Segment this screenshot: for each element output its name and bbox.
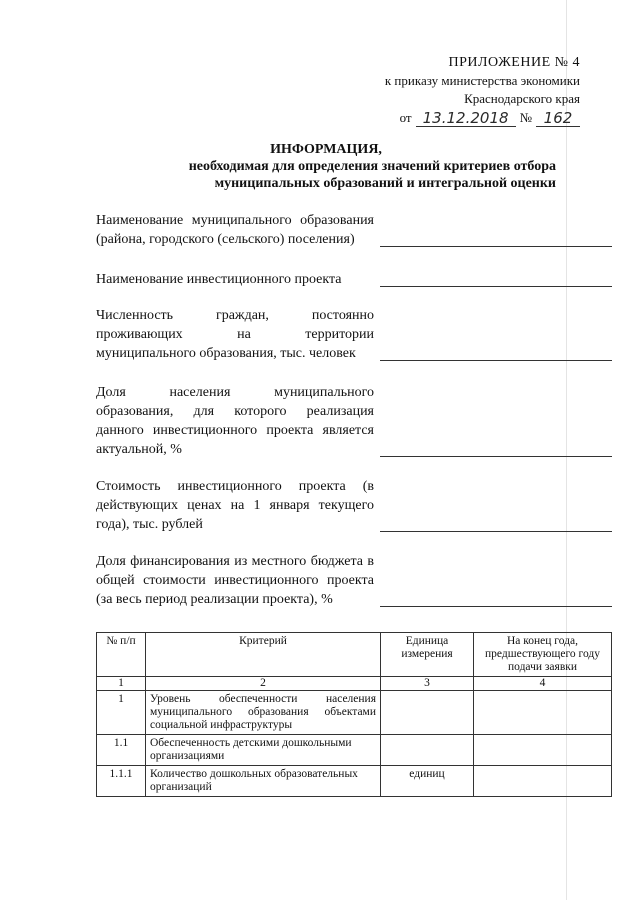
- table-row: [97, 691, 612, 735]
- table-row: [97, 766, 612, 797]
- appendix-region-line: Краснодарского края: [464, 91, 580, 106]
- header-unit: Единица измерения: [381, 633, 474, 677]
- row-criterion: Обеспеченность детскими дошкольными организациями: [146, 735, 381, 766]
- field-label: Численность граждан, постоянно проживающих на территории муниципального образования, тыс. человек: [96, 308, 374, 361]
- row-unit: [381, 735, 474, 766]
- field-project-cost: [96, 477, 612, 534]
- fill-line[interactable]: [380, 530, 612, 532]
- row-num: 1: [97, 691, 146, 735]
- field-project-name: [96, 270, 612, 289]
- field-label: Доля населения муниципального образования, для которого реализация данного инвестиционного проекта является актуальной, %: [96, 385, 374, 457]
- index-cell: 4: [474, 677, 612, 691]
- field-local-budget-share: [96, 552, 612, 609]
- field-municipality: [96, 211, 612, 249]
- row-value[interactable]: [474, 735, 612, 766]
- appendix-order-line: к приказу министерства экономики: [384, 73, 580, 88]
- row-num: 1.1: [97, 735, 146, 766]
- fill-line[interactable]: [380, 359, 612, 361]
- row-unit: [381, 691, 474, 735]
- index-cell: 3: [381, 677, 474, 691]
- header-value: На конец года, предшествующего году подачи заявки: [474, 633, 612, 677]
- row-value[interactable]: [474, 691, 612, 735]
- index-cell: 1: [97, 677, 146, 691]
- appendix-title: ПРИЛОЖЕНИЕ № 4: [448, 55, 580, 70]
- table-header-row: [97, 633, 612, 677]
- header-num: № п/п: [97, 633, 146, 677]
- table-index-row: [97, 677, 612, 691]
- appendix-header: [385, 54, 580, 127]
- fill-line[interactable]: [380, 455, 612, 457]
- title-main: ИНФОРМАЦИЯ,: [270, 142, 382, 157]
- row-value[interactable]: [474, 766, 612, 797]
- row-num: 1.1.1: [97, 766, 146, 797]
- row-criterion: Количество дошкольных образовательных организаций: [146, 766, 381, 797]
- table-row: [97, 735, 612, 766]
- title-sub-1: необходимая для определения значений критериев отбора: [188, 159, 556, 174]
- row-criterion: Уровень обеспеченности населения муниципального образования объектами социальной инфраструктуры: [146, 691, 381, 735]
- handwritten-date: 13.12.2018: [416, 110, 516, 127]
- field-label: Наименование муниципального образования (района, городского (сельского) поселения): [96, 213, 374, 247]
- field-label: Стоимость инвестиционного проекта (в действующих ценах на 1 января текущего года), тыс. рублей: [96, 479, 374, 532]
- form-fields: [96, 211, 612, 609]
- field-label: Доля финансирования из местного бюджета в общей стоимости инвестиционного проекта (за весь период реализации проекта), %: [96, 554, 374, 607]
- fill-line[interactable]: [380, 285, 612, 287]
- index-cell: 2: [146, 677, 381, 691]
- criteria-table: [96, 632, 612, 797]
- number-prefix: №: [519, 110, 532, 125]
- title-sub-2: муниципальных образований и интегральной оценки: [214, 176, 556, 191]
- field-population: [96, 306, 612, 363]
- handwritten-number: 162: [536, 110, 580, 127]
- fill-line[interactable]: [380, 245, 612, 247]
- field-population-share: [96, 383, 612, 459]
- row-unit: единиц: [381, 766, 474, 797]
- field-label: Наименование инвестиционного проекта: [96, 272, 342, 287]
- header-criterion: Критерий: [146, 633, 381, 677]
- order-date-row: [385, 109, 580, 127]
- fill-line[interactable]: [380, 605, 612, 607]
- date-prefix: от: [399, 110, 412, 125]
- document-title: [96, 141, 556, 192]
